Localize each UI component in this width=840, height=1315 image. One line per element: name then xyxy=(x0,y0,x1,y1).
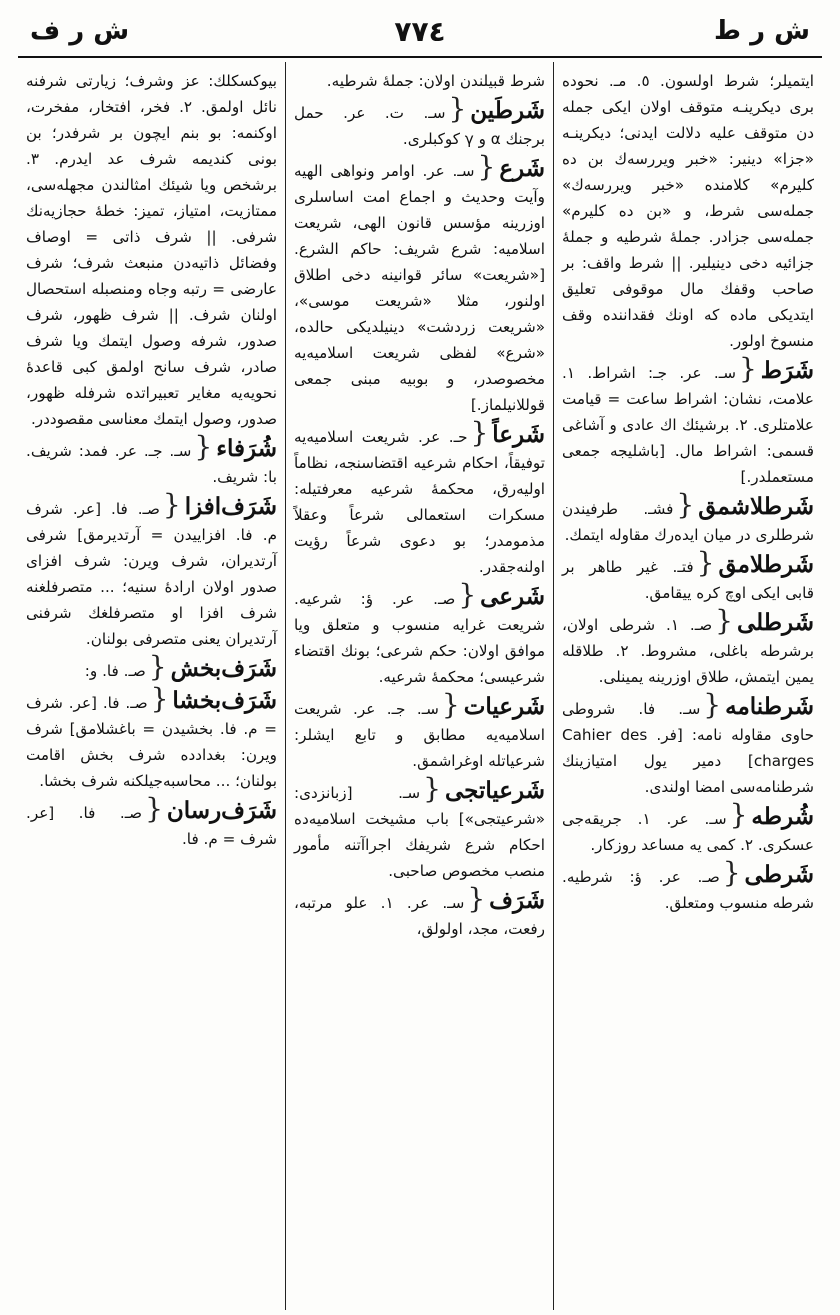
entry-brace: { xyxy=(676,488,695,521)
dictionary-entry xyxy=(26,430,277,490)
entry-headword: شَرَف‌بخش xyxy=(170,655,277,682)
entry-definition: حـ. عر. شریعت اسلامیه‌یه توفیقاً، احكام شرعیه اقتضاسنجه، نظاماً اولیه‌رق، محكمهٔ شرعیه معرفتیله: مسكرات استعمالی شرعاً وعقلاً مذمومدر؛ بو دعوی شرعاً رؤیت اولنه‌جقدر. xyxy=(294,428,545,576)
entry-brace: { xyxy=(162,488,181,521)
column-left xyxy=(18,62,286,1310)
entry-definition: صـ. فا. و: xyxy=(84,662,146,680)
entry-definition: شرط قبیلندن اولان: جملهٔ شرطیه. xyxy=(326,72,545,90)
page-number: ٧٧٤ xyxy=(394,14,446,48)
entry-headword: شَرعی xyxy=(480,583,545,610)
entry-brace: { xyxy=(448,92,467,125)
dictionary-entry xyxy=(294,882,545,942)
dictionary-entry xyxy=(562,488,814,548)
entry-brace: { xyxy=(703,688,722,721)
entry-brace: { xyxy=(150,682,169,715)
dictionary-entry xyxy=(562,68,814,354)
entry-headword: شَرَف xyxy=(489,887,545,914)
column-middle xyxy=(286,62,554,1310)
dictionary-entry xyxy=(26,488,277,652)
entry-headword: شُرَفاء xyxy=(216,435,277,462)
entry-headword: شَرعیاتجی xyxy=(444,777,545,804)
dictionary-entry xyxy=(562,688,814,800)
entry-headword: شُرطه xyxy=(751,803,814,830)
entry-definition: سـ. عر. ١. علو مرتبه، رفعت، مجد، اولولق، xyxy=(294,894,545,938)
dictionary-entry xyxy=(294,416,545,580)
entry-brace: { xyxy=(715,604,733,637)
running-head xyxy=(18,10,822,52)
entry-headword: شَرعیات xyxy=(463,693,545,720)
dictionary-entry xyxy=(294,578,545,690)
entry-brace: { xyxy=(738,352,757,385)
entry-headword: شَرطنامه xyxy=(725,693,814,720)
dictionary-entry xyxy=(562,856,814,916)
header-rule xyxy=(18,56,822,58)
entry-definition: بیوكسكلك: عز وشرف؛ زیارتی شرفنه نائل اولمق. ٢. فخر، افتخار، مفخرت، اوكنمه: بو بنم ایچون بر شرفدر؛ بن بونی كندیمه شرف عد ایدرم. ٣. برشخص ویا شیئك امثالندن مجهله‌سی، ممتازیت، امتیاز، تمیز: خطهٔ حجازیه‌نك شرفی. || شرف ذاتی = اوصاف وفضائل ذاتیه‌دن منبعث شرف؛ شرف عارضی = رتبه وجاه ومنصبله استحصال اولنان شرف. || شرف ظهور، شرف صدور، شرفه وصول ایتمك ویا شرف صادر، شرف سانح اولمق كبی قاعدهٔ نحویه‌یه مغایر تعبیراتده شرفله ظهور، صدور، وصول ایتمك معناسی مقصوددر. xyxy=(26,72,277,428)
entry-brace: { xyxy=(477,150,496,183)
entry-definition: سـ. جـ. عر. شریعت اسلامیه‌یه مطابق و تابع ایشلر: شرعیاتله اوغراشمق. xyxy=(294,700,545,770)
entry-headword: شَرطلی xyxy=(736,609,814,636)
entry-headword: شَرعاً xyxy=(492,421,545,448)
dictionary-entry xyxy=(562,604,814,690)
entry-headword: شَرَف‌بخشا xyxy=(172,687,277,714)
entry-headword: شَرطلامق xyxy=(718,551,814,578)
entry-brace: { xyxy=(423,772,441,805)
entry-definition: سـ. عر. اوامر ونواهی الهیه وآیت وحدیث و اجماع امت اساسلری اوزرینه مؤسس قانون الهی، شریعت اسلامیه: شرع شریف: حاكم الشرع. [«شریعت» سائر قوانینه دخی اطلاق اولنور، مثلا «شریعت موسی»، «شریعت زردشت» دینیلدیكی حالده، «شرع» لفظی شریعت اسلامیه‌یه مخصوصدر، و بوبیه مبنی جمعی قوللانیلماز.] xyxy=(294,162,545,414)
dictionary-entry xyxy=(562,546,814,606)
entry-definition: سـ. [زبانزدی: «شرعیتجی»] باب مشیخت اسلامیه‌ده احكام شرع شریفك اجراآتنه مأمور منصب مخصوص صاحبی. xyxy=(294,784,545,880)
header-root-left: ش ر ف xyxy=(30,16,130,46)
dictionary-entry xyxy=(26,68,277,432)
entry-brace: { xyxy=(467,882,486,915)
dictionary-entry xyxy=(294,92,545,152)
dictionary-entry xyxy=(562,352,814,490)
entry-definition: صـ. عر. ؤ: شرطیه. شرطه منسوب ومتعلق. xyxy=(562,868,814,912)
entry-definition: سـ. جـ. عر. فمد: شریف. با: شریف. xyxy=(26,442,277,486)
entry-headword: شَرَط xyxy=(760,357,814,384)
entry-brace: { xyxy=(441,688,460,721)
entry-brace: { xyxy=(148,650,167,683)
entry-definition: سـ. ت. عر. حمل برجنك α و γ كوكبلری. xyxy=(294,104,545,148)
entry-brace: { xyxy=(145,792,163,825)
column-right xyxy=(554,62,822,1310)
entry-definition: سـ. عر. جـ: اشراط. ١. علامت، نشان: اشراط ساعت = قیامت علامتلری. ٢. برشیئك اك عادی و آشاغی قسمی: اشراط مال. [باشلیجه جمعی مستعملدر.] xyxy=(562,364,814,486)
entry-brace: { xyxy=(194,430,213,463)
dictionary-entry xyxy=(26,792,277,852)
dictionary-entry xyxy=(562,798,814,858)
dictionary-entry xyxy=(26,650,277,684)
entry-definition: ایتمیلر؛ شرط اولسون. ٥. مـ. نحوده بری دیكرینـه متوقف اولان ایكی جمله دن متوقف علیه دلالت ایدنی؛ دیكرینـه «جزا» دینیر: «خبر ویررسه‌ك بن ده كلیرم» كلامنده «خبر ویررسه‌ك» جمله‌سی شرط، و «بن ده كلیرم» جمله‌سی جزادر. جملهٔ شرطیه و جملهٔ جزائیه دخی دینیلیر. || شرط واقف: بر صاحب وقفك مال موقوفی تعلیق ایتدیكی ماده كه اونك فقداننده وقف منسوخ اولور. xyxy=(562,72,814,350)
entry-definition: سـ. فا. شروطی حاوی مقاوله نامه: [فر. Cahier des charges] دمیر یول امتیازینك شرطنامه‌سی امضا اولندی. xyxy=(562,700,814,796)
entry-definition: فتـ. غیر طاهر بر قابی ایكی اوچ كره ییقامق. xyxy=(562,558,814,602)
entry-headword: شَرطی xyxy=(744,861,814,888)
entry-headword: شَرطَین xyxy=(470,97,545,124)
entry-headword: شَرطلاشمق xyxy=(698,493,814,520)
entry-definition: صـ. فا. [عر. شرف = م. فا. xyxy=(26,804,277,848)
entry-brace: { xyxy=(729,798,748,831)
entry-definition: سـ. عر. ١. جریقه‌جی عسكری. ٢. كمی یه مساعد روزكار. xyxy=(562,810,814,854)
entry-brace: { xyxy=(470,416,489,449)
entry-headword: شَرع xyxy=(499,155,545,182)
dictionary-entry xyxy=(294,68,545,94)
entry-brace: { xyxy=(458,578,477,611)
entry-definition: صـ. فا. [عر. شرف م. فا. افزاییدن = آرتدیرمق] شرفی آرتدیران، شرف ویرن: شرف افزای صدور اولان ارادهٔ سنیه؛ ... متصرفلغنه شرف افزا او متصرفلغك شرفنی آرتدیران یعنی متصرفی بولنان. xyxy=(26,500,277,648)
dictionary-entry xyxy=(26,682,277,794)
header-root-right: ش ر ط xyxy=(714,16,810,46)
entry-definition: صـ. عر. ؤ: شرعیه. شریعت غرایه منسوب و متعلق ویا موافق اولان: حكم شرعی؛ بونك اقتضاء شرعیسی؛ محكمهٔ شرعیه. xyxy=(294,590,545,686)
columns xyxy=(18,62,822,1310)
entry-definition: صـ. ١. شرطی اولان، برشرطه باغلی، مشروط. ٢. طلاقله یمین ایتمش، طلاق اوزرینه یمینلی. xyxy=(562,616,814,686)
entry-headword: شَرَف‌افزا xyxy=(184,493,277,520)
entry-brace: { xyxy=(722,856,741,889)
dictionary-entry xyxy=(294,688,545,774)
entry-brace: { xyxy=(696,546,715,579)
entry-definition: فشـ. طرفیندن شرطلری در میان ایده‌رك مقاوله ایتمك. xyxy=(562,500,814,544)
entry-headword: شَرَف‌رسان xyxy=(166,797,277,824)
entry-definition: صـ. فا. [عر. شرف = م. فا. بخشیدن = باغشلامق] شرف ویرن: بغدادده شرف بخش اقامت بولنان؛ ... محاسبه‌جیلكنه شرف بخشا. xyxy=(26,694,277,790)
dictionary-entry xyxy=(294,150,545,418)
dictionary-entry xyxy=(294,772,545,884)
